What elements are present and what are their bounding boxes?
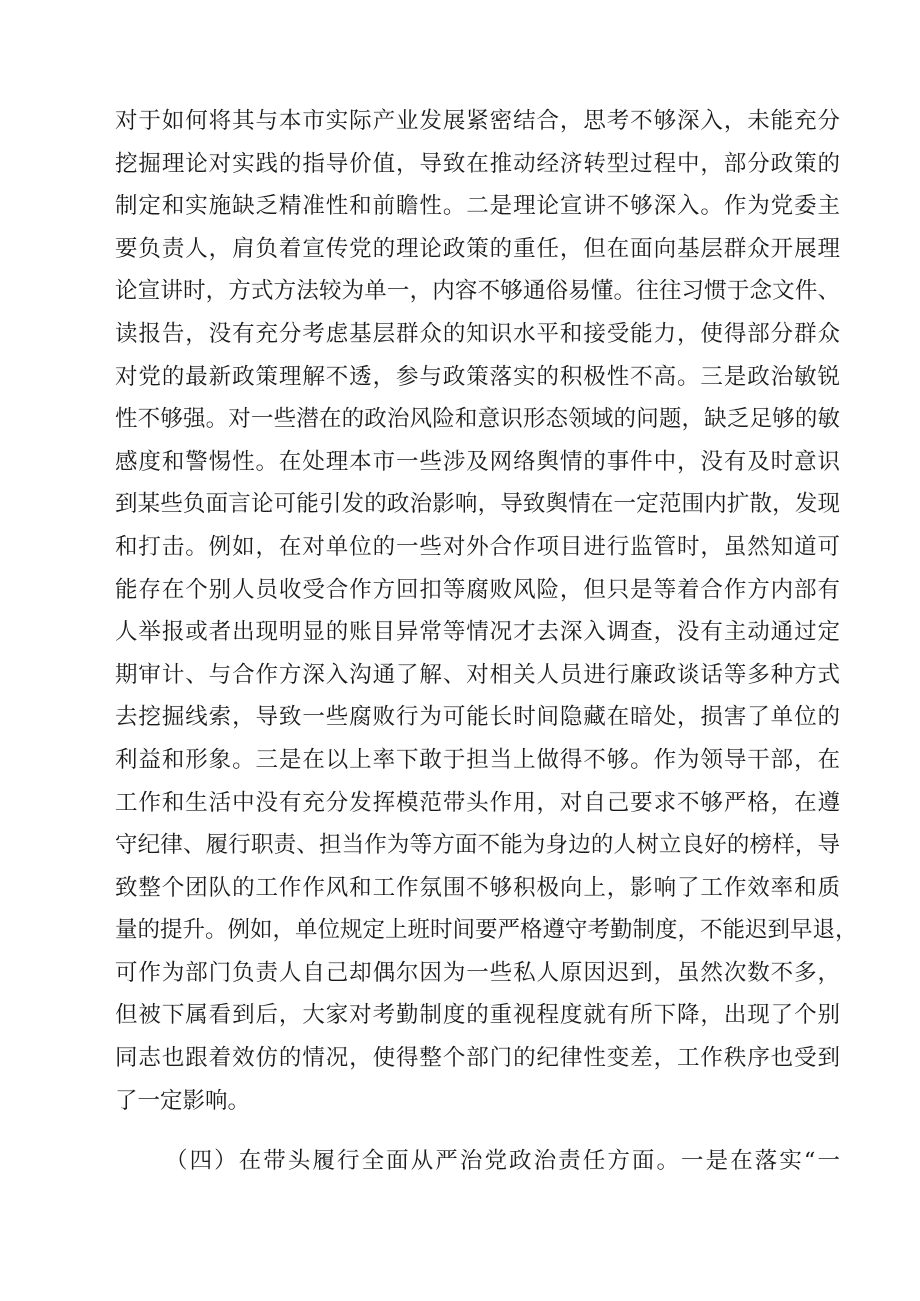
text-line: 期审计、与合作方深入沟通了解、对相关人员进行廉政谈话等多种方式 (115, 661, 840, 688)
text-line: 挖掘理论对实践的指导价值，导致在推动经济转型过程中，部分政策的 (115, 150, 840, 177)
text-line: 工作和生活中没有充分发挥模范带头作用，对自己要求不够严格，在遵 (115, 789, 840, 816)
text-line: 对党的最新政策理解不透，参与政策落实的积极性不高。三是政治敏锐 (115, 363, 840, 390)
section-heading: （四）在带头履行全面从严治党政治责任方面。一是在落实“一 (165, 1148, 840, 1175)
text-line: 去挖掘线索，导致一些腐败行为可能长时间隐藏在暗处，损害了单位的 (115, 704, 840, 731)
text-line: 对于如何将其与本市实际产业发展紧密结合，思考不够深入，未能充分 (115, 108, 840, 134)
text-line: 利益和形象。三是在以上率下敢于担当上做得不够。作为领导干部，在 (115, 746, 840, 773)
text-line: 量的提升。例如，单位规定上班时间要严格遵守考勤制度，不能迟到早退， (115, 917, 858, 944)
text-line: 和打击。例如，在对单位的一些对外合作项目进行监管时，虽然知道可 (115, 533, 840, 560)
text-line: 致整个团队的工作作风和工作氛围不够积极向上，影响了工作效率和质 (115, 874, 840, 901)
text-line: 同志也跟着效仿的情况，使得整个部门的纪律性变差，工作秩序也受到 (115, 1045, 840, 1072)
text-line: 能存在个别人员收受合作方回扣等腐败风险，但只是等着合作方内部有 (115, 576, 840, 603)
text-line: 要负责人，肩负着宣传党的理论政策的重任，但在面向基层群众开展理 (115, 235, 840, 262)
text-line: 可作为部门负责人自己却偶尔因为一些私人原因迟到，虽然次数不多， (115, 959, 840, 986)
text-line: 人举报或者出现明显的账目异常等情况才去深入调查，没有主动通过定 (115, 619, 840, 646)
text-line: 读报告，没有充分考虑基层群众的知识水平和接受能力，使得部分群众 (115, 320, 840, 347)
body-text (115, 100, 858, 1183)
text-line: 论宣讲时，方式方法较为单一，内容不够通俗易懂。往往习惯于念文件、 (115, 278, 840, 305)
paragraph-spacer (115, 1122, 840, 1140)
text-line: 感度和警惕性。在处理本市一些涉及网络舆情的事件中，没有及时意识 (115, 448, 840, 475)
text-line: 到某些负面言论可能引发的政治影响，导致舆情在一定范围内扩散，发现 (115, 491, 840, 518)
text-line: 但被下属看到后，大家对考勤制度的重视程度就有所下降，出现了个别 (115, 1002, 840, 1029)
text-line: 性不够强。对一些潜在的政治风险和意识形态领域的问题，缺乏足够的敏 (115, 406, 840, 433)
text-line: 了一定影响。 (115, 1087, 251, 1114)
text-line: 制定和实施缺乏精准性和前瞻性。二是理论宣讲不够深入。作为党委主 (115, 193, 840, 220)
text-line: 守纪律、履行职责、担当作为等方面不能为身边的人树立良好的榜样，导 (115, 832, 840, 859)
